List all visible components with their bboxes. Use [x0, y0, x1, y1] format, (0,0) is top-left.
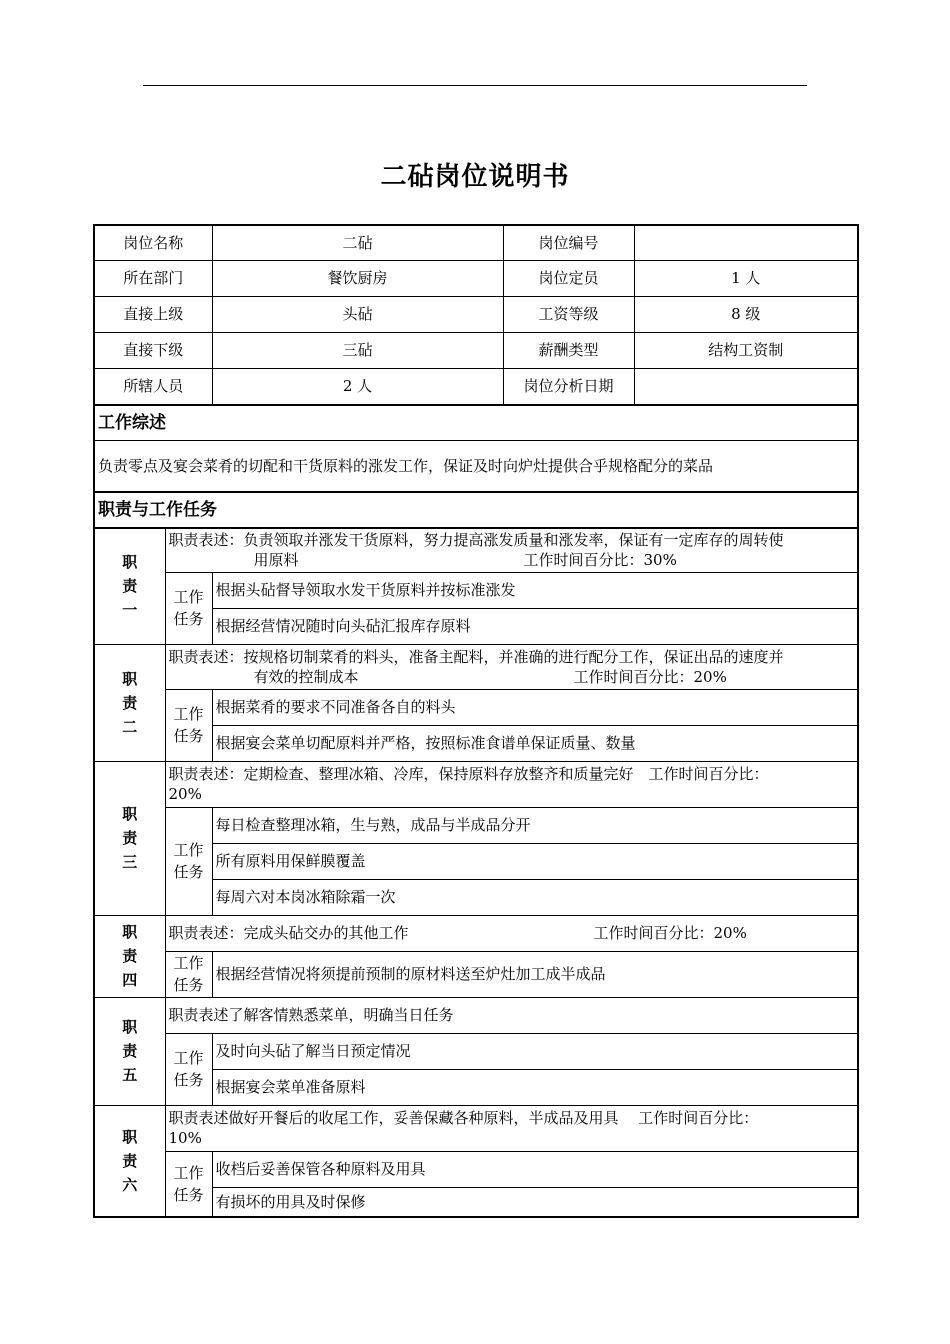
info-row: [94, 368, 858, 405]
task-item: 根据经营情况将须提前预制的原材料送至炉灶加工成半成品: [212, 951, 858, 997]
duty-desc-line: 20%: [168, 785, 202, 803]
duty-desc-line: 有效的控制成本: [253, 667, 359, 686]
duty-description: [165, 1105, 858, 1151]
task-item: 根据菜肴的要求不同准备各自的料头: [212, 689, 858, 725]
task-label: [165, 572, 212, 644]
duty-desc-row: [94, 1105, 858, 1151]
duty-desc-line: 职责表述：定期检查、整理冰箱、冷库，保持原料存放整齐和质量完好 工作时间百分比：: [168, 765, 769, 783]
duties-heading: 职责与工作任务: [94, 492, 858, 528]
job-description-table: [93, 224, 859, 1218]
task-item: 根据经营情况随时向头砧汇报库存原料: [212, 608, 858, 644]
duty-percent: 工作时间百分比：30%: [523, 551, 677, 570]
duty-percent: 工作时间百分比：20%: [573, 667, 727, 686]
task-label-text: 工作任务: [173, 841, 204, 881]
task-label-text: 工作任务: [173, 954, 204, 994]
info-value: 餐饮厨房: [212, 260, 503, 296]
info-value: 8 级: [634, 296, 858, 332]
duty-label: [94, 644, 165, 761]
info-label: 直接下级: [94, 332, 212, 368]
info-value: 结构工资制: [634, 332, 858, 368]
duty-desc-line: 职责表述：完成头砧交办的其他工作: [168, 924, 409, 942]
duty-label: [94, 761, 165, 915]
duties-heading-row: [94, 492, 858, 528]
info-value: [634, 225, 858, 260]
info-value: 头砧: [212, 296, 503, 332]
info-label: 岗位定员: [503, 260, 634, 296]
task-label-text: 工作任务: [173, 705, 204, 745]
duty-label-text: 职责五: [122, 1018, 138, 1084]
duty-desc-line: 用原料: [253, 551, 299, 570]
duty-label: [94, 528, 165, 644]
task-label: [165, 1033, 212, 1105]
summary-heading-row: [94, 405, 858, 440]
duty-description: [165, 915, 858, 951]
info-value: [634, 368, 858, 405]
duty-label-text: 职责四: [122, 923, 138, 989]
info-label: 所辖人员: [94, 368, 212, 405]
task-item: 根据宴会菜单切配原料并严格，按照标准食谱单保证质量、数量: [212, 725, 858, 761]
task-row: [94, 1151, 858, 1187]
task-item: 根据头砧督导领取水发干货原料并按标准涨发: [212, 572, 858, 608]
info-value: 二砧: [212, 225, 503, 260]
duty-percent: 工作时间百分比：20%: [593, 924, 747, 942]
info-row: [94, 225, 858, 260]
summary-row: [94, 440, 858, 492]
summary-text: 负责零点及宴会菜肴的切配和干货原料的涨发工作，保证及时向炉灶提供合乎规格配分的菜品: [94, 440, 858, 492]
info-row: [94, 260, 858, 296]
task-label: [165, 951, 212, 997]
task-row: [94, 1033, 858, 1069]
task-item: 每日检查整理冰箱，生与熟，成品与半成品分开: [212, 807, 858, 843]
summary-heading: 工作综述: [94, 405, 858, 440]
duty-description: [165, 528, 858, 572]
duty-desc-line: 职责表述做好开餐后的收尾工作，妥善保藏各种原料，半成品及用具 工作时间百分比：: [168, 1109, 759, 1127]
info-row: [94, 296, 858, 332]
info-label: 工资等级: [503, 296, 634, 332]
task-item: 每周六对本岗冰箱除霜一次: [212, 879, 858, 915]
duty-desc-line: 10%: [168, 1129, 202, 1147]
duty-label: [94, 1105, 165, 1217]
task-label-text: 工作任务: [173, 1163, 204, 1204]
task-row: [94, 572, 858, 608]
task-label: [165, 1151, 212, 1217]
duty-label-text: 职责一: [122, 553, 138, 620]
task-item: 有损坏的用具及时保修: [212, 1187, 858, 1217]
duty-desc-line: 职责表述：负责领取并涨发干货原料，努力提高涨发质量和涨发率，保证有一定库存的周转使: [168, 531, 784, 550]
info-value: 2 人: [212, 368, 503, 405]
duty-label-text: 职责二: [122, 669, 138, 736]
duty-desc-row: [94, 644, 858, 689]
duty-description: [165, 644, 858, 689]
task-label-text: 工作任务: [173, 588, 204, 628]
task-label: [165, 689, 212, 761]
duty-desc-row: [94, 915, 858, 951]
duty-label: [94, 997, 165, 1105]
info-label: 直接上级: [94, 296, 212, 332]
task-item: 收档后妥善保管各种原料及用具: [212, 1151, 858, 1187]
duty-desc-line: 职责表述：按规格切制菜肴的料头，准备主配料，并准确的进行配分工作，保证出品的速度并: [168, 647, 784, 666]
info-label: 岗位编号: [503, 225, 634, 260]
task-row: [94, 807, 858, 843]
duty-description: [165, 761, 858, 807]
info-label: 所在部门: [94, 260, 212, 296]
info-value: 三砧: [212, 332, 503, 368]
duty-desc-row: [94, 528, 858, 572]
duty-desc-row: [94, 761, 858, 807]
task-label: [165, 807, 212, 915]
task-item: 根据宴会菜单准备原料: [212, 1069, 858, 1105]
info-row: [94, 332, 858, 368]
task-row: [94, 951, 858, 997]
info-value: 1 人: [634, 260, 858, 296]
duty-desc-row: [94, 997, 858, 1033]
info-label: 薪酬类型: [503, 332, 634, 368]
header-rule: [143, 85, 807, 86]
duty-label-text: 职责六: [122, 1127, 138, 1194]
duty-label-text: 职责三: [122, 805, 138, 871]
task-label-text: 工作任务: [173, 1049, 204, 1089]
info-label: 岗位名称: [94, 225, 212, 260]
task-item: 所有原料用保鲜膜覆盖: [212, 843, 858, 879]
duty-description: 职责表述了解客情熟悉菜单，明确当日任务: [165, 997, 858, 1033]
task-row: [94, 689, 858, 725]
info-label: 岗位分析日期: [503, 368, 634, 405]
duty-label: [94, 915, 165, 997]
document-title: 二砧岗位说明书: [380, 162, 570, 192]
task-item: 及时向头砧了解当日预定情况: [212, 1033, 858, 1069]
